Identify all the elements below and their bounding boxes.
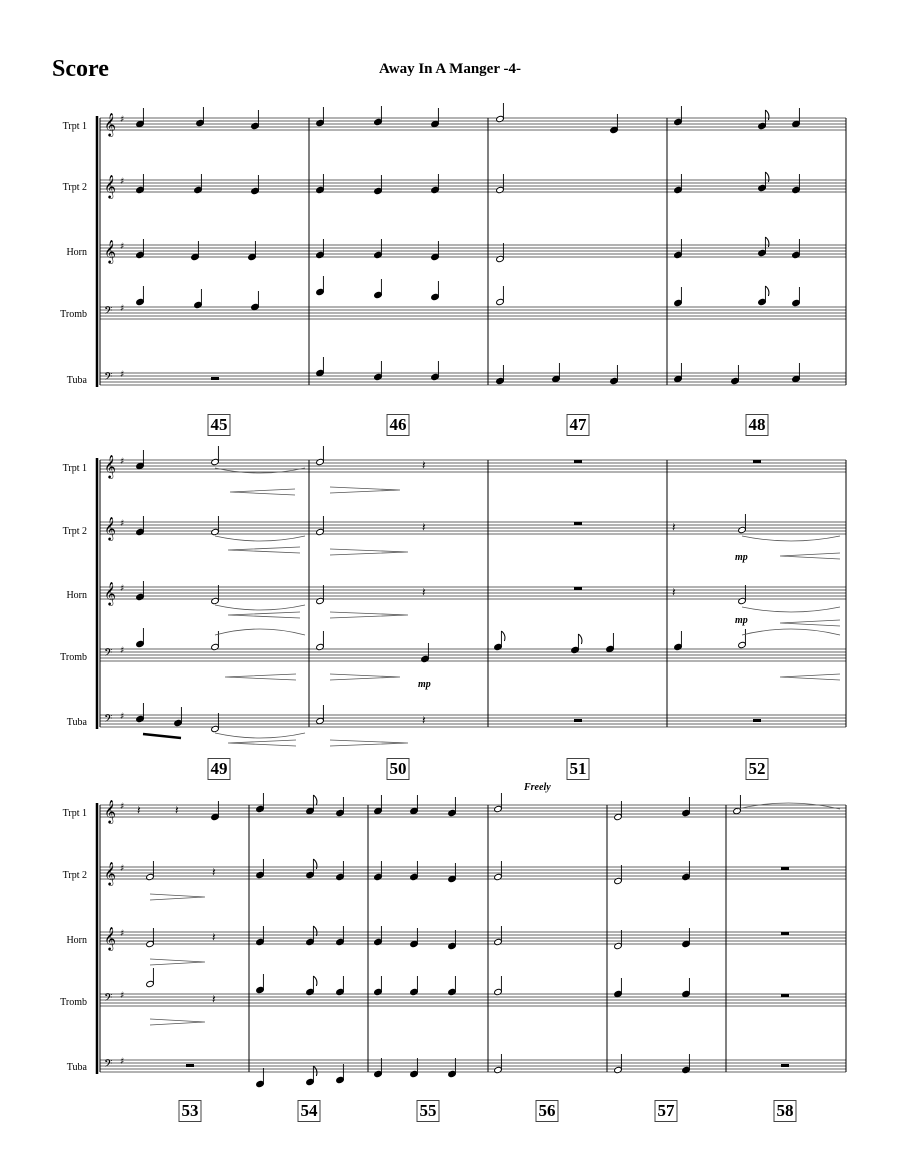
measure-number: 51 xyxy=(567,758,590,780)
half-note xyxy=(316,585,325,605)
quarter-note xyxy=(374,239,383,259)
decrescendo-hairpin xyxy=(330,549,408,555)
score-label: Score xyxy=(52,56,109,82)
quarter-note xyxy=(336,797,345,817)
quarter-note xyxy=(682,797,691,817)
bass-clef: 𝄢 xyxy=(104,371,113,386)
decrescendo-hairpin xyxy=(150,894,205,900)
quarter-note xyxy=(336,926,345,946)
whole-rest xyxy=(574,587,582,590)
quarter-note xyxy=(410,976,419,996)
key-signature-sharp: ♯ xyxy=(120,370,125,380)
measure-number: 50 xyxy=(387,758,410,780)
quarter-note xyxy=(682,861,691,881)
instrument-label-trpt1: Trpt 1 xyxy=(62,121,87,132)
quarter-note xyxy=(496,365,505,385)
note-flag xyxy=(765,237,769,247)
key-signature-sharp: ♯ xyxy=(120,929,125,939)
eighth-note xyxy=(494,631,505,651)
half-note xyxy=(494,1054,503,1074)
half-note xyxy=(211,713,220,733)
quarter-note xyxy=(336,861,345,881)
treble-clef: 𝄞 xyxy=(104,861,116,885)
slur xyxy=(215,629,305,635)
quarter-note xyxy=(194,174,203,194)
half-note xyxy=(614,1054,623,1074)
dynamics xyxy=(418,552,748,690)
half-note xyxy=(316,446,325,466)
quarter-note xyxy=(256,793,265,813)
half-note xyxy=(614,865,623,885)
instrument-label-tromb: Tromb xyxy=(60,652,87,663)
dynamic-mp: mp xyxy=(418,679,431,690)
quarter-note xyxy=(374,926,383,946)
decrescendo-hairpin xyxy=(330,612,408,618)
instrument-label-trpt2: Trpt 2 xyxy=(62,526,87,537)
crescendo-hairpin xyxy=(780,674,840,680)
crescendo-hairpin xyxy=(228,547,300,553)
measure-number: 46 xyxy=(387,414,410,436)
half-note xyxy=(146,968,155,988)
quarter-note xyxy=(136,174,145,194)
quarter-rest: 𝄽 xyxy=(212,865,216,879)
half-note xyxy=(494,793,503,813)
quarter-note xyxy=(316,276,325,296)
bass-clef: 𝄢 xyxy=(104,713,113,728)
quarter-note xyxy=(448,1058,457,1078)
instrument-label-trpt1: Trpt 1 xyxy=(62,808,87,819)
key-signature-sharp: ♯ xyxy=(120,802,125,812)
slur xyxy=(742,536,840,541)
instrument-label-trpt2: Trpt 2 xyxy=(62,182,87,193)
instrument-label-horn: Horn xyxy=(66,935,87,946)
half-note xyxy=(316,516,325,536)
bass-clef: 𝄢 xyxy=(104,305,113,320)
key-signature-sharp: ♯ xyxy=(120,457,125,467)
whole-rest xyxy=(753,719,761,722)
note-flag xyxy=(313,976,317,986)
key-signature-sharp: ♯ xyxy=(120,519,125,529)
whole-rest xyxy=(781,994,789,997)
eighth-note xyxy=(306,976,317,996)
quarter-note xyxy=(251,291,260,311)
quarter-rest: 𝄽 xyxy=(212,930,216,944)
bass-clef: 𝄢 xyxy=(104,992,113,1007)
decrescendo-hairpin xyxy=(330,487,400,493)
crescendo-hairpin xyxy=(228,612,300,618)
quarter-note xyxy=(674,174,683,194)
quarter-note xyxy=(792,287,801,307)
quarter-note xyxy=(316,174,325,194)
treble-clef: 𝄞 xyxy=(104,112,116,136)
quarter-rest: 𝄽 xyxy=(137,803,141,817)
quarter-rest: 𝄽 xyxy=(422,585,426,599)
quarter-note xyxy=(792,239,801,259)
key-signature-sharp: ♯ xyxy=(120,177,125,187)
note-flag xyxy=(765,110,769,120)
whole-rest xyxy=(186,1064,194,1067)
slur xyxy=(742,629,840,635)
quarter-note xyxy=(316,239,325,259)
quarter-note xyxy=(448,976,457,996)
clefs xyxy=(104,112,124,1073)
measure-number: 58 xyxy=(774,1100,797,1122)
quarter-rest: 𝄽 xyxy=(422,713,426,727)
quarter-note xyxy=(410,1058,419,1078)
crescendo-hairpin xyxy=(225,674,296,680)
slur xyxy=(215,605,305,610)
quarter-rest: 𝄽 xyxy=(212,992,216,1006)
instrument-label-tuba: Tuba xyxy=(66,375,87,386)
instrument-label-tuba: Tuba xyxy=(66,1062,87,1073)
half-note xyxy=(316,631,325,651)
quarter-note xyxy=(448,797,457,817)
bass-clef: 𝄢 xyxy=(104,647,113,662)
half-note xyxy=(496,286,505,306)
quarter-note xyxy=(136,628,145,648)
rests xyxy=(137,377,789,1067)
quarter-note xyxy=(731,365,740,385)
whole-rest xyxy=(781,1064,789,1067)
quarter-note xyxy=(136,239,145,259)
key-signature-sharp: ♯ xyxy=(120,242,125,252)
key-signature-sharp: ♯ xyxy=(120,991,125,1001)
dynamic-mp: mp xyxy=(735,552,748,563)
instrument-label-horn: Horn xyxy=(66,247,87,258)
note-flag xyxy=(501,631,505,641)
whole-rest xyxy=(753,460,761,463)
whole-rest xyxy=(574,719,582,722)
key-signature-sharp: ♯ xyxy=(120,304,125,314)
eighth-note xyxy=(306,926,317,946)
half-note xyxy=(614,930,623,950)
instrument-label-tromb: Tromb xyxy=(60,309,87,320)
quarter-note xyxy=(194,289,203,309)
tempo-marking: Freely xyxy=(524,782,551,793)
note-flag xyxy=(313,859,317,869)
quarter-note xyxy=(431,174,440,194)
key-signature-sharp: ♯ xyxy=(120,646,125,656)
quarter-rest: 𝄽 xyxy=(422,520,426,534)
quarter-note xyxy=(431,361,440,381)
quarter-rest: 𝄽 xyxy=(672,520,676,534)
quarter-note xyxy=(610,365,619,385)
crescendo-hairpin xyxy=(228,740,296,746)
quarter-note xyxy=(674,631,683,651)
quarter-rest: 𝄽 xyxy=(422,458,426,472)
quarter-note xyxy=(682,978,691,998)
half-note xyxy=(496,103,505,123)
half-note xyxy=(494,976,503,996)
note-flag xyxy=(313,926,317,936)
quarter-note xyxy=(136,581,145,601)
barlines xyxy=(97,116,846,1074)
measure-number: 53 xyxy=(179,1100,202,1122)
quarter-note xyxy=(448,930,457,950)
treble-clef: 𝄞 xyxy=(104,581,116,605)
quarter-note xyxy=(136,703,145,723)
half-note xyxy=(738,585,747,605)
key-signature-sharp: ♯ xyxy=(120,864,125,874)
measure-number: 54 xyxy=(298,1100,321,1122)
measure-number: 56 xyxy=(536,1100,559,1122)
measure-number: 47 xyxy=(567,414,590,436)
quarter-note xyxy=(251,110,260,130)
quarter-note xyxy=(174,707,183,727)
quarter-note xyxy=(674,239,683,259)
whole-rest xyxy=(574,460,582,463)
beam xyxy=(143,734,181,738)
whole-rest xyxy=(211,377,219,380)
whole-rest xyxy=(781,932,789,935)
decrescendo-hairpin xyxy=(330,674,400,680)
eighth-note xyxy=(758,286,769,306)
key-signature-sharp: ♯ xyxy=(120,115,125,125)
piece-title: Away In A Manger -4- xyxy=(379,61,521,77)
eighth-note xyxy=(571,634,582,654)
quarter-note xyxy=(374,861,383,881)
quarter-note xyxy=(256,1068,265,1088)
slur xyxy=(215,536,305,541)
key-signature-sharp: ♯ xyxy=(120,1057,125,1067)
note-flag xyxy=(765,172,769,182)
quarter-note xyxy=(431,281,440,301)
instrument-label-trpt2: Trpt 2 xyxy=(62,870,87,881)
quarter-note xyxy=(374,175,383,195)
instrument-label-trpt1: Trpt 1 xyxy=(62,463,87,474)
key-signature-sharp: ♯ xyxy=(120,712,125,722)
half-note xyxy=(211,446,220,466)
quarter-note xyxy=(136,286,145,306)
quarter-note xyxy=(614,978,623,998)
treble-clef: 𝄞 xyxy=(104,174,116,198)
treble-clef: 𝄞 xyxy=(104,926,116,950)
quarter-note xyxy=(256,974,265,994)
quarter-note xyxy=(196,107,205,127)
instrument-label-horn: Horn xyxy=(66,590,87,601)
treble-clef: 𝄞 xyxy=(104,799,116,823)
staff-lines xyxy=(100,118,846,1072)
quarter-note xyxy=(374,1058,383,1078)
quarter-note xyxy=(336,1064,345,1084)
quarter-note xyxy=(421,643,430,663)
quarter-rest: 𝄽 xyxy=(175,803,179,817)
half-note xyxy=(146,861,155,881)
quarter-note xyxy=(674,287,683,307)
slur xyxy=(215,733,305,738)
instrument-label-tuba: Tuba xyxy=(66,717,87,728)
quarter-note xyxy=(674,106,683,126)
whole-rest xyxy=(781,867,789,870)
note-flag xyxy=(578,634,582,644)
quarter-note xyxy=(410,861,419,881)
quarter-note xyxy=(606,633,615,653)
quarter-note xyxy=(256,926,265,946)
half-note xyxy=(494,861,503,881)
quarter-note xyxy=(316,107,325,127)
quarter-rest: 𝄽 xyxy=(672,585,676,599)
quarter-note xyxy=(251,175,260,195)
half-note xyxy=(738,629,747,649)
instrument-label-tromb: Tromb xyxy=(60,997,87,1008)
note-flag xyxy=(313,1066,317,1076)
dynamic-mp: mp xyxy=(735,615,748,626)
measure-number: 55 xyxy=(417,1100,440,1122)
quarter-note xyxy=(136,516,145,536)
measure-number: 48 xyxy=(746,414,769,436)
crescendo-hairpin xyxy=(230,489,295,495)
quarter-note xyxy=(374,106,383,126)
quarter-note xyxy=(316,357,325,377)
slur xyxy=(742,607,840,612)
crescendo-hairpin xyxy=(780,553,840,559)
decrescendo-hairpin xyxy=(150,959,205,965)
half-note xyxy=(496,174,505,194)
measure-number: 52 xyxy=(746,758,769,780)
treble-clef: 𝄞 xyxy=(104,454,116,478)
decrescendo-hairpin xyxy=(330,740,408,746)
crescendo-hairpin xyxy=(780,620,840,626)
key-signature-sharp: ♯ xyxy=(120,584,125,594)
treble-clef: 𝄞 xyxy=(104,239,116,263)
quarter-note xyxy=(336,976,345,996)
quarter-note xyxy=(374,361,383,381)
half-note xyxy=(738,514,747,534)
half-note xyxy=(494,926,503,946)
decrescendo-hairpin xyxy=(150,1019,205,1025)
treble-clef: 𝄞 xyxy=(104,516,116,540)
bass-clef: 𝄢 xyxy=(104,1058,113,1073)
note-flag xyxy=(765,286,769,296)
quarter-note xyxy=(374,976,383,996)
note-flag xyxy=(313,795,317,805)
whole-rest xyxy=(574,522,582,525)
measure-number: 49 xyxy=(208,758,231,780)
half-note xyxy=(496,243,505,263)
quarter-note xyxy=(256,859,265,879)
quarter-note xyxy=(374,279,383,299)
half-note xyxy=(211,585,220,605)
measure-number: 45 xyxy=(208,414,231,436)
quarter-note xyxy=(792,174,801,194)
half-note xyxy=(211,516,220,536)
measure-number: 57 xyxy=(655,1100,678,1122)
quarter-note xyxy=(682,1054,691,1074)
